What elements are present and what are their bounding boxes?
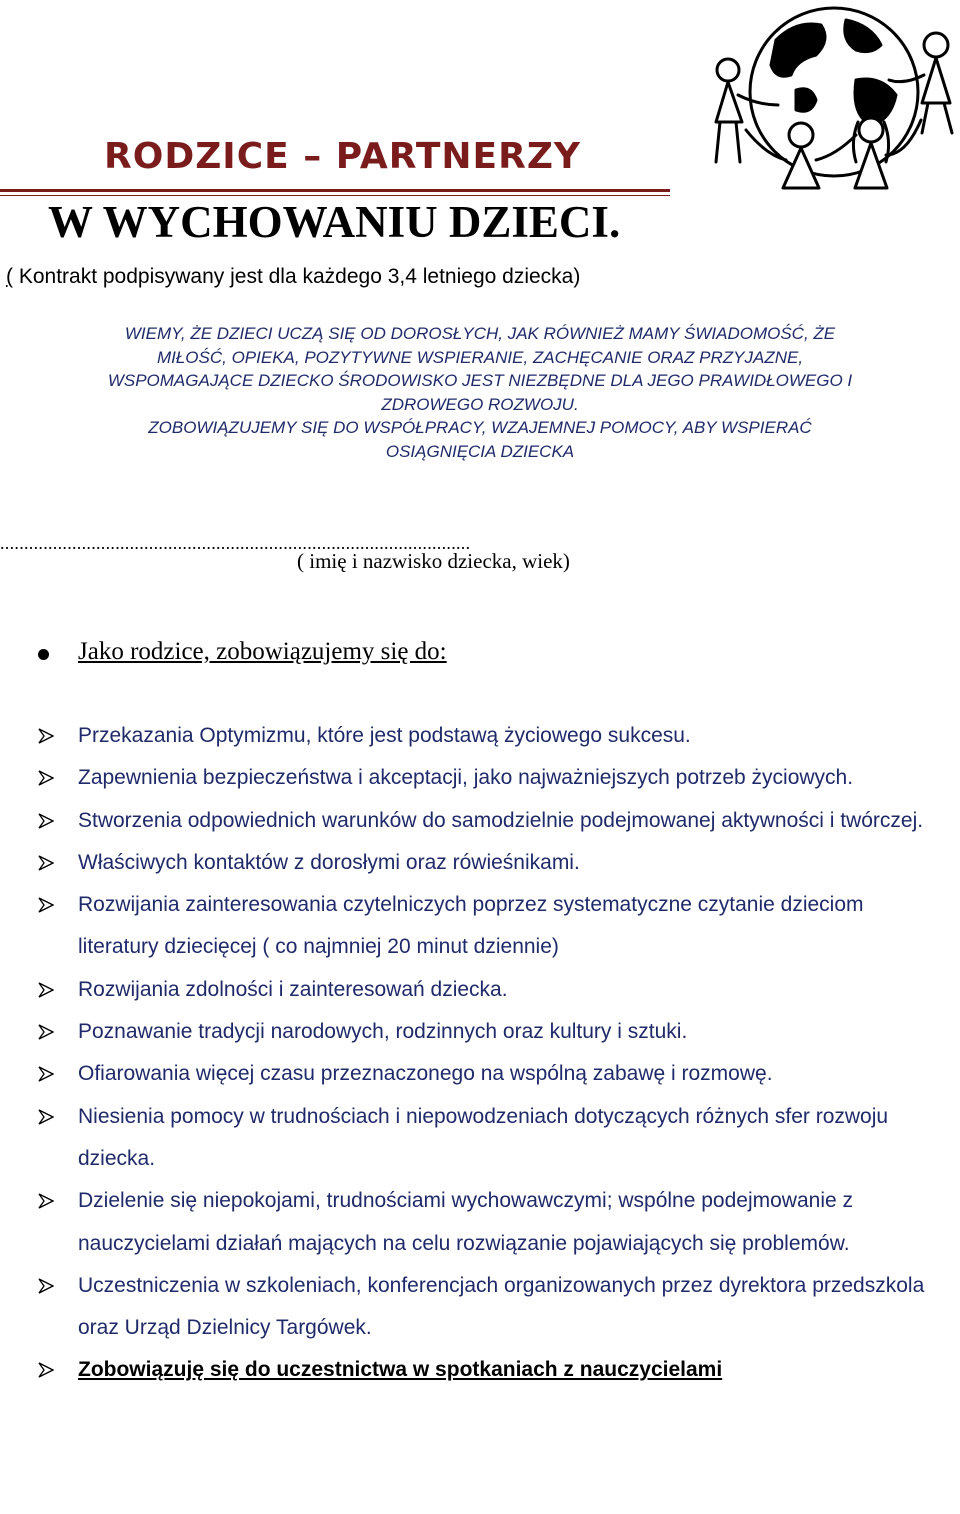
list-item-text: Rozwijania zdolności i zainteresowań dziecka. [78,977,508,1001]
arrow-bullet-icon [38,897,54,913]
list-item [38,884,948,969]
list-item [38,1096,948,1181]
list-item-text: Poznawanie tradycji narodowych, rodzinnych oraz kultury i sztuki. [78,1020,688,1044]
intro-line: ZOBOWIĄZUJEMY SIĘ DO WSPÓŁPRACY, WZAJEMNEJ POMOCY, ABY WSPIERAĆ [148,418,812,437]
list-item [38,1180,948,1265]
intro-line: WIEMY, ŻE DZIECI UCZĄ SIĘ OD DOROSŁYCH, JAK RÓWNIEŻ MAMY ŚWIADOMOŚĆ, ŻE [124,324,836,343]
list-item-text: Niesienia pomocy w trudnościach i niepowodzeniach dotyczących różnych sfer rozwoju dziecka. [78,1104,889,1170]
arrow-bullet-icon [38,770,54,786]
list-item-text: Zapewnienia bezpieczeństwa i akceptacji, jako najważniejszych potrzeb życiowych. [78,766,854,790]
list-item [38,1053,948,1095]
list-item-text: Przekazania Optymizmu, które jest podstawą życiowego sukcesu. [78,724,691,747]
title-rule [0,189,670,192]
arrow-bullet-icon [38,728,54,744]
list-item [38,800,948,842]
intro-statement [0,322,960,463]
commitments-list [38,715,948,1392]
list-item-text: Zobowiązuję się do uczestnictwa w spotkaniach z nauczycielami [78,1358,723,1382]
contract-note [6,265,580,289]
list-item [38,969,948,1011]
arrow-bullet-icon [38,1193,54,1209]
list-item-text: Dzielenie się niepokojami, trudnościami wychowawczymi; wspólne podejmowanie z nauczycielami działań mających na celu rozwiązanie pojawiających się problemów. [78,1189,854,1255]
list-item [38,715,948,757]
children-around-globe-icon [706,0,960,200]
list-item [38,842,948,884]
list-item-text: Rozwijania zainteresowania czytelniczych poprzez systematyczne czytanie dzieciom literatury dziecięcej ( co najmniej 20 minut dziennie) [78,893,864,959]
intro-line: WSPOMAGAJĄCE DZIECKO ŚRODOWISKO JEST NIEZBĘDNE DLA JEGO PRAWIDŁOWEGO I [107,371,853,390]
page-title: RODZICE – PARTNERZY [104,136,581,177]
intro-line: ZDROWEGO ROZWOJU. [381,394,579,414]
child-name-blank[interactable]: .................................................................................................. [0,533,471,553]
arrow-bullet-icon [38,855,54,871]
list-item [38,1265,948,1350]
commitments-heading: Jako rodzice, zobowiązujemy się do: [78,638,447,665]
contract-note-paren: ( [6,265,13,288]
bullet-icon [38,649,49,660]
intro-line: OSIĄGNIĘCIA DZIECKA [385,441,575,461]
list-item-text: Ofiarowania więcej czasu przeznaczonego na wspólną zabawę i rozmowę. [78,1062,773,1086]
child-name-label: ( imię i nazwisko dziecka, wiek) [297,549,570,573]
arrow-bullet-icon [38,982,54,998]
contract-note-text: Kontrakt podpisywany jest dla każdego 3,4 letniego dziecka) [13,265,581,288]
arrow-bullet-icon [38,1109,54,1125]
list-item-text: Stworzenia odpowiednich warunków do samodzielnie podejmowanej aktywności i twórczej. [78,808,924,832]
page-subtitle: W WYCHOWANIU DZIECI. [48,197,621,247]
arrow-bullet-icon [38,1066,54,1082]
list-item-text: Właściwych kontaktów z dorosłymi oraz rówieśnikami. [78,850,580,874]
list-item [38,1011,948,1053]
arrow-bullet-icon [38,1024,54,1040]
arrow-bullet-icon [38,1278,54,1294]
list-item [38,757,948,799]
arrow-bullet-icon [38,813,54,829]
arrow-bullet-icon [38,1362,54,1378]
list-item [38,1349,948,1391]
list-item-text: Uczestniczenia w szkoleniach, konferencjach organizowanych przez dyrektora przedszkola oraz Urząd Dzielnicy Targówek. [78,1273,925,1340]
intro-line: MIŁOŚĆ, OPIEKA, POZYTYWNE WSPIERANIE, ZACHĘCANIE ORAZ PRZYJAZNE, [156,347,804,367]
